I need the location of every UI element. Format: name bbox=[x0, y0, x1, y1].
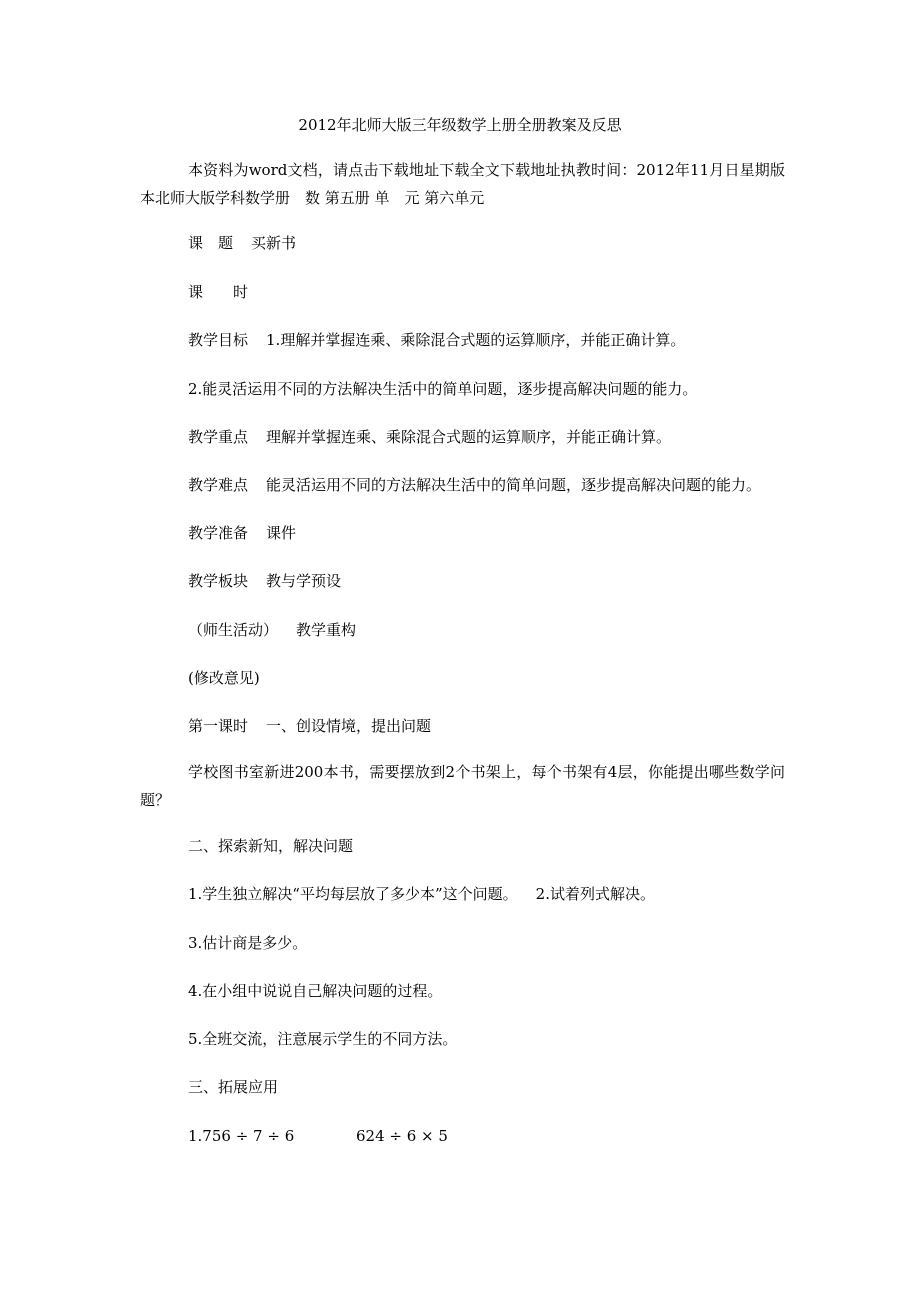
topic-label: 课 题 bbox=[188, 234, 234, 252]
goal-2-line: 2.能灵活运用不同的方法解决生活中的简单问题，逐步提高解决问题的能力。 bbox=[188, 380, 698, 398]
lesson-1-label: 第一课时 bbox=[188, 717, 249, 735]
goal-1: 1.理解并掌握连乘、乘除混合式题的运算顺序，并能正确计算。 bbox=[266, 331, 686, 349]
step-1-line bbox=[188, 884, 655, 904]
difficulty-label: 教学难点 bbox=[188, 476, 249, 494]
section-2-heading: 二、探索新知，解决问题 bbox=[188, 837, 354, 855]
key-value: 理解并掌握连乘、乘除混合式题的运算顺序，并能正确计算。 bbox=[266, 428, 672, 446]
topic-value: 买新书 bbox=[251, 234, 297, 252]
section-3-heading: 三、拓展应用 bbox=[188, 1078, 279, 1096]
difficulty-line bbox=[188, 475, 761, 495]
topic-line bbox=[188, 233, 296, 253]
exercise-1: 1.756 ÷ 7 ÷ 6 bbox=[188, 1127, 295, 1145]
block-line bbox=[188, 571, 341, 591]
goal-line bbox=[188, 330, 685, 350]
step-5-line: 5.全班交流，注意展示学生的不同方法。 bbox=[188, 1030, 458, 1048]
revision-line: (修改意见) bbox=[188, 669, 260, 687]
activity-label: （师生活动） bbox=[188, 621, 279, 639]
period-label: 课 时 bbox=[188, 283, 249, 301]
key-label: 教学重点 bbox=[188, 428, 249, 446]
period-line bbox=[188, 282, 248, 302]
step-3-line: 3.估计商是多少。 bbox=[188, 934, 308, 952]
difficulty-value: 能灵活运用不同的方法解决生活中的简单问题，逐步提高解决问题的能力。 bbox=[266, 476, 762, 494]
lesson-line bbox=[188, 716, 431, 736]
step-2: 2.试着列式解决。 bbox=[535, 885, 655, 903]
step-1: 1.学生独立解决“平均每层放了多少本”这个问题。 bbox=[188, 885, 518, 903]
prep-line bbox=[188, 523, 296, 543]
key-line bbox=[188, 427, 671, 447]
exercise-2: 624 ÷ 6 × 5 bbox=[356, 1127, 448, 1145]
step-4-line: 4.在小组中说说自己解决问题的过程。 bbox=[188, 982, 443, 1000]
prep-value: 课件 bbox=[266, 524, 297, 542]
document-title: 2012年北师大版三年级数学上册全册教案及反思 bbox=[298, 116, 622, 134]
intro-paragraph: 本资料为word文档，请点击下载地址下载全文下载地址执教时间：2012年11月日星期版本北师大版学科数学册 数 第五册 单 元 第六单元 bbox=[140, 161, 785, 207]
activity-line bbox=[188, 620, 356, 640]
section-1-heading: 一、创设情境，提出问题 bbox=[266, 717, 432, 735]
exercise-line bbox=[188, 1126, 448, 1146]
block-value: 教与学预设 bbox=[266, 572, 342, 590]
restructure-label: 教学重构 bbox=[296, 621, 357, 639]
prep-label: 教学准备 bbox=[188, 524, 249, 542]
block-label: 教学板块 bbox=[188, 572, 249, 590]
goal-label: 教学目标 bbox=[188, 331, 249, 349]
scenario-paragraph: 学校图书室新进200本书，需要摆放到2个书架上，每个书架有4层，你能提出哪些数学问题？ bbox=[140, 763, 785, 809]
